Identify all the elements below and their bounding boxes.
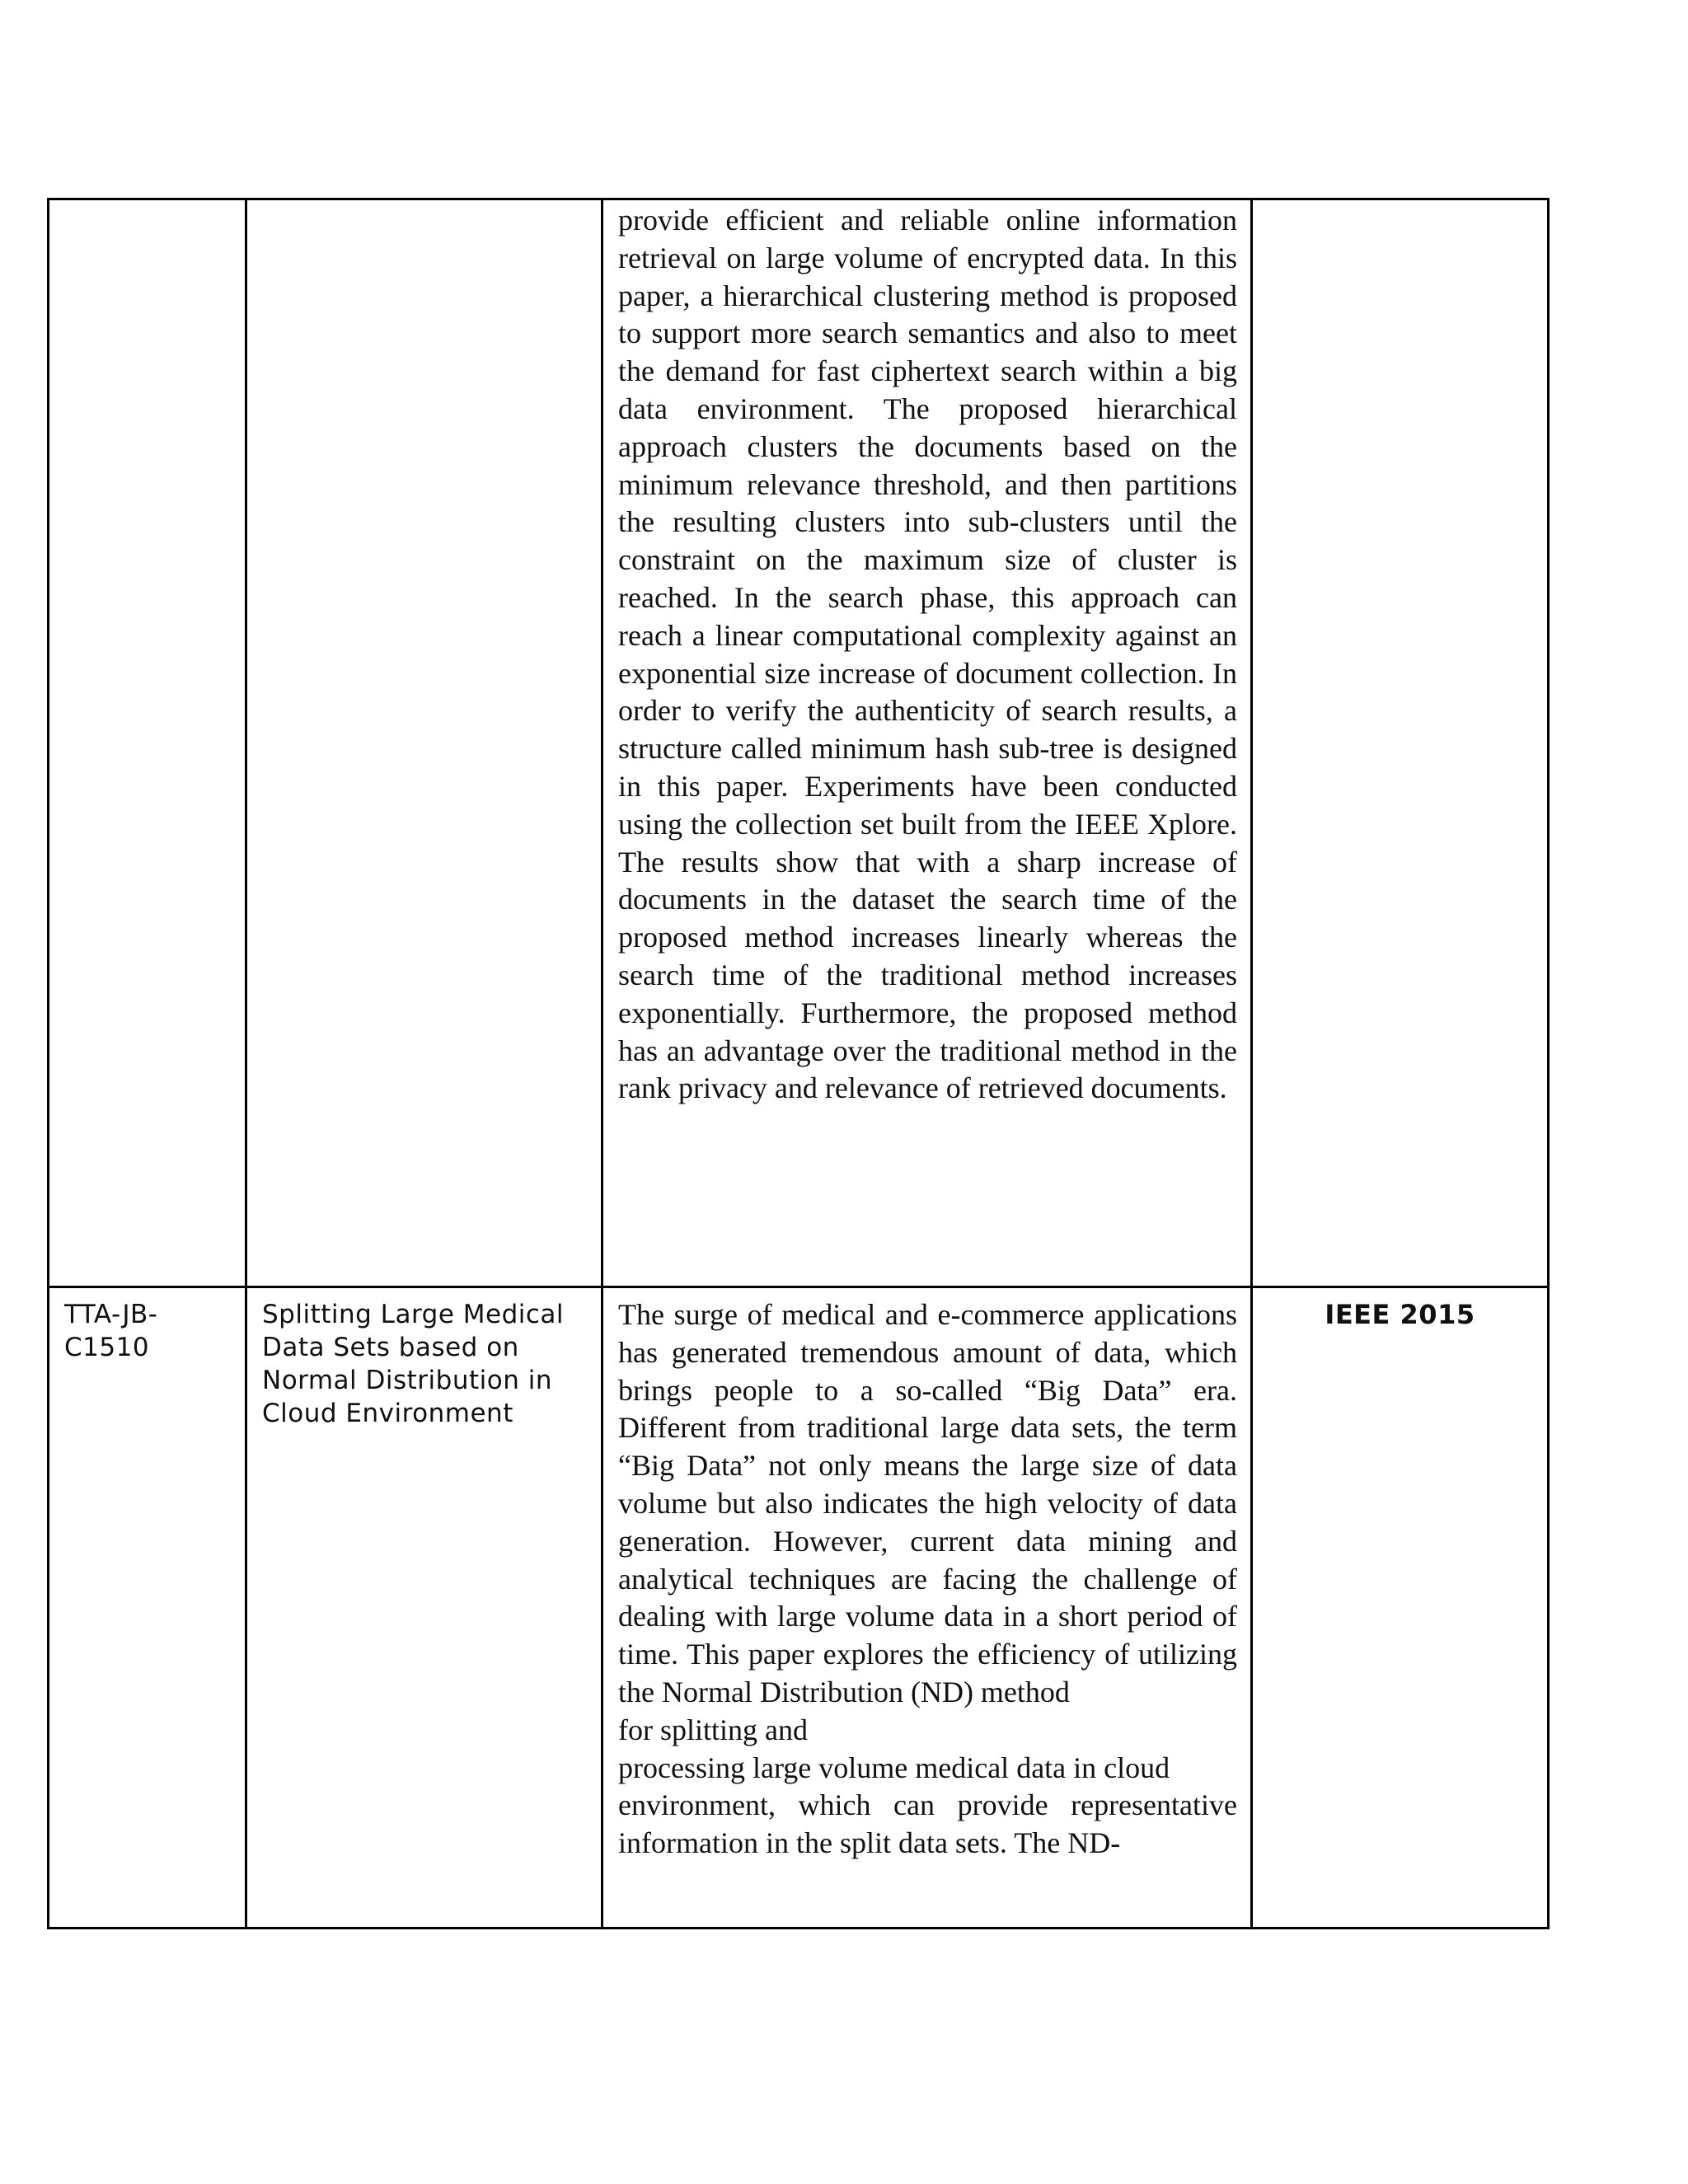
- project-abstract: provide efficient and reliable online information retrieval on large volume of encrypted data. In this paper, a hierarchical clustering method is proposed to support more search semantics and also to meet the demand for fast ciphertext search within a big data environment. The proposed hierarchical approach clusters the documents based on the minimum relevance threshold, and then partitions the resulting clusters into sub-clusters until the constraint on the maximum size of cluster is reached. In the search phase, this approach can reach a linear computational complexity against an exponential size increase of document collection. In order to verify the authenticity of search results, a structure called minimum hash sub-tree is designed in this paper. Experiments have been conducted using the collection set built from the IEEE Xplore. The results show that with a sharp increase of documents in the dataset the search time of the proposed method increases linearly whereas the search time of the traditional method increases exponentially. Furthermore, the proposed method has an advantage over the traditional method in the rank privacy and relevance of retrieved documents.: [618, 204, 1237, 1105]
- project-id-line1: TTA-JB-: [64, 1300, 158, 1329]
- table-row: [49, 199, 1549, 1287]
- table-row: [49, 1287, 1549, 1929]
- abstract-cell: [603, 199, 1252, 1287]
- project-title: [247, 200, 601, 210]
- project-abstract: [603, 1288, 1250, 1864]
- year-cell: [1252, 1287, 1549, 1929]
- project-id-line2: C1510: [64, 1333, 150, 1362]
- year-cell: [1252, 199, 1549, 1287]
- id-cell: [49, 199, 246, 1287]
- abstract-paragraph-2: for splitting and: [618, 1713, 808, 1746]
- title-cell: [246, 199, 603, 1287]
- id-cell: [49, 1287, 246, 1929]
- abstract-paragraph-1: The surge of medical and e-commerce applications has generated tremendous amount of data, which brings people to a so-called “Big Data” era. Different from traditional large data sets, the term “Big Data” not only means the large size of data volume but also indicates the high velocity of data generation. However, current data mining and analytical techniques are facing the challenge of dealing with large volume data in a short period of time. This paper explores the efficiency of utilizing the Normal Distribution (ND) method: [618, 1298, 1237, 1708]
- project-year: IEEE 2015: [1325, 1299, 1475, 1330]
- project-id: [49, 200, 245, 210]
- project-id: [49, 1288, 245, 1364]
- abstract-paragraph-3: processing large volume medical data in cloud: [618, 1750, 1170, 1784]
- abstract-cell: [603, 1287, 1252, 1929]
- title-cell: [246, 1287, 603, 1929]
- abstract-paragraph-4: environment, which can provide representative information in the split data sets. The ND-: [618, 1788, 1237, 1860]
- project-year: [1253, 200, 1547, 210]
- projects-table: [47, 198, 1550, 1929]
- project-title: Splitting Large Medical Data Sets based on Normal Distribution in Cloud Environment: [262, 1300, 565, 1428]
